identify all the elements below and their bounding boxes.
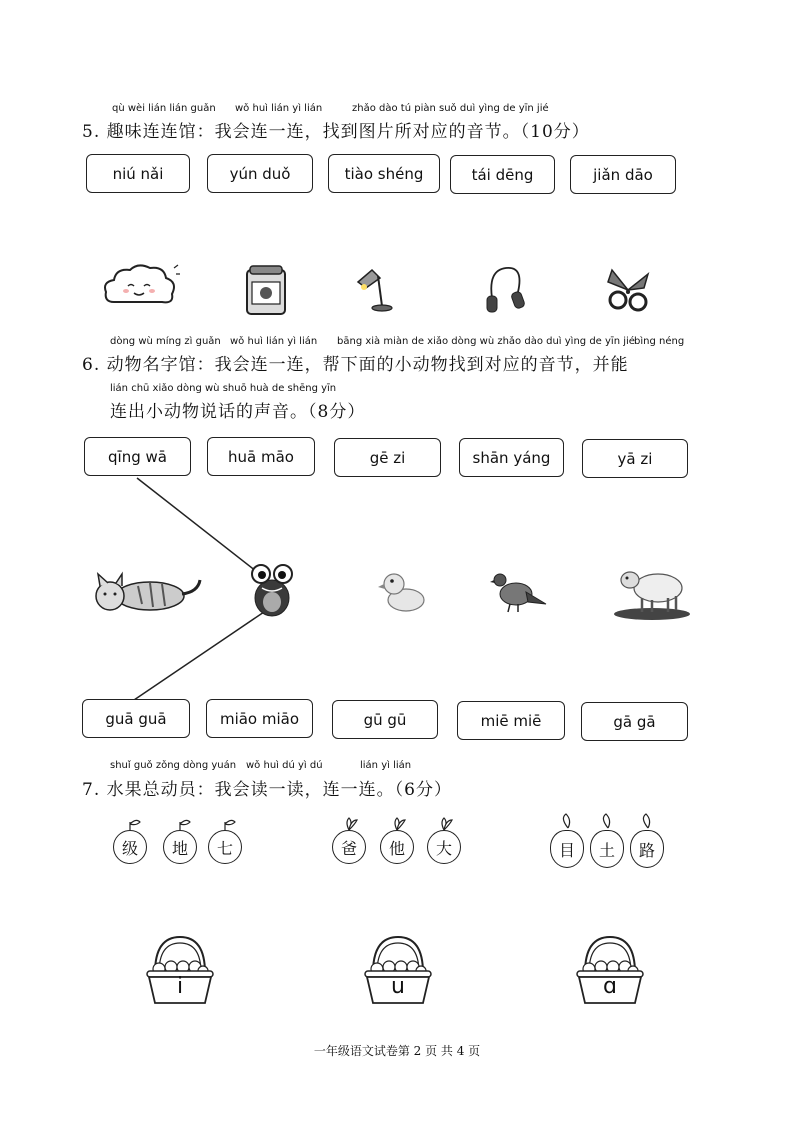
page-footer: 一年级语文试卷第 2 页 共 4 页 [313, 1044, 481, 1058]
basket-letter[interactable]: u [391, 974, 405, 999]
q6-pinyin-2: wǒ huì lián yì lián [230, 336, 318, 347]
q6-name-box[interactable]: yā zi [582, 439, 688, 478]
q6-title-line1: 6. 动物名字馆：我会连一连，帮下面的小动物找到对应的音节，并能 [82, 355, 629, 375]
q6-pinyin-line2: lián chū xiǎo dòng wù shuō huà de shēng yīn [110, 383, 337, 394]
q6-sound-box[interactable]: miāo miāo [206, 699, 313, 738]
q6-name-box[interactable]: shān yáng [459, 438, 564, 477]
orange-character[interactable]: 爸 [332, 830, 366, 864]
q5-pinyin-1: qù wèi lián lián guǎn [112, 103, 216, 114]
q5-syllable-box[interactable]: tái dēng [450, 155, 555, 194]
basket-letter[interactable]: i [176, 974, 184, 999]
q5-pinyin-2: wǒ huì lián yì lián [235, 103, 323, 114]
q7-pinyin-3: lián yì lián [360, 760, 412, 771]
apple-character[interactable]: 地 [163, 830, 197, 864]
q7-title: 7. 水果总动员：我会读一读，连一连。（6分） [82, 780, 452, 800]
q6-pinyin-1: dòng wù míng zì guǎn [110, 336, 221, 347]
q5-syllable-box[interactable]: yún duǒ [207, 154, 313, 193]
q6-pinyin-3: bāng xià miàn de xiǎo dòng wù zhǎo dào duì yìng de yīn jié [337, 336, 635, 347]
q6-pinyin-4: bìng néng [634, 336, 685, 347]
q6-name-box[interactable]: huā māo [207, 437, 315, 476]
q6-name-box[interactable]: qīng wā [84, 437, 191, 476]
q5-syllable-box[interactable]: jiǎn dāo [570, 155, 676, 194]
apple-character[interactable]: 级 [113, 830, 147, 864]
orange-character[interactable]: 他 [380, 830, 414, 864]
q6-sound-box[interactable]: miē miē [457, 701, 565, 740]
q6-name-box[interactable]: gē zi [334, 438, 441, 477]
q5-syllable-box[interactable]: niú nǎi [86, 154, 190, 193]
q6-sound-box[interactable]: gā gā [581, 702, 688, 741]
orange-character[interactable]: 大 [427, 830, 461, 864]
q5-title: 5. 趣味连连馆：我会连一连，找到图片所对应的音节。（10分） [82, 122, 590, 142]
q6-sound-box[interactable]: guā guā [82, 699, 190, 738]
basket-letter[interactable]: ɑ [603, 974, 617, 999]
apple-character[interactable]: 七 [208, 830, 242, 864]
pear-character[interactable]: 路 [630, 830, 664, 868]
q7-pinyin-2: wǒ huì dú yì dú [246, 760, 323, 771]
q7-pinyin-1: shuǐ guǒ zǒng dòng yuán [110, 760, 237, 771]
q6-title-line2: 连出小动物说话的声音。（8分） [110, 402, 366, 422]
q5-pinyin-3: zhǎo dào tú piàn suǒ duì yìng de yīn jié [352, 103, 549, 114]
pear-character[interactable]: 目 [550, 830, 584, 868]
q5-syllable-box[interactable]: tiào shéng [328, 154, 440, 193]
pear-character[interactable]: 土 [590, 830, 624, 868]
q6-sound-box[interactable]: gū gū [332, 700, 438, 739]
